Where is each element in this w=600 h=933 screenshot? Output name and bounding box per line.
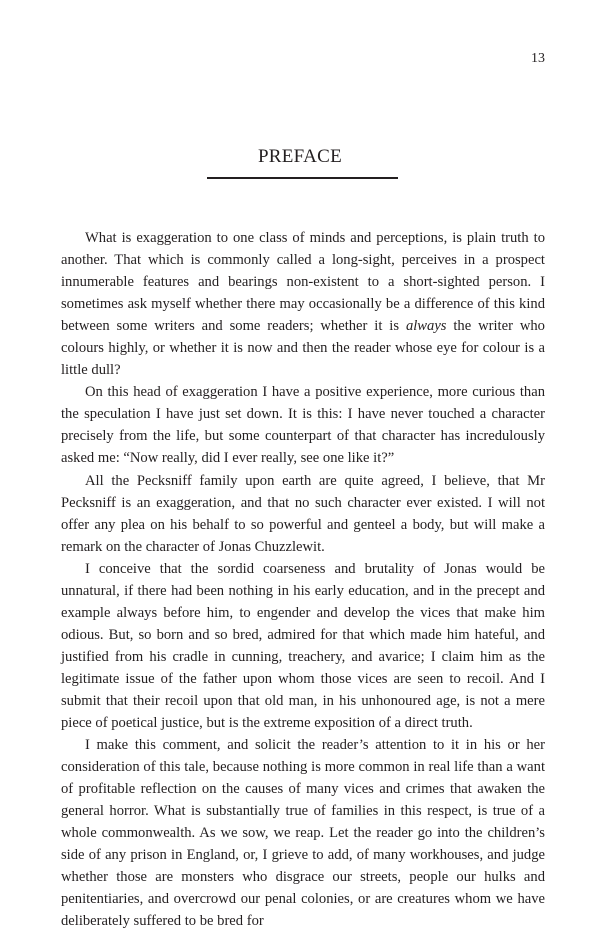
emphasis-text: always xyxy=(405,318,447,335)
paragraph-text: What is exaggeration to one class of minds and perceptions, is plain truth to another. That which is commonly called a long-sight, perceives in a prospect innumerable features and bearings non-existent to a short-sighted person. I sometimes ask myself whether there may occasionally be a difference of this kind between some writers and some readers; whether it is xyxy=(61,230,545,335)
paragraph-3 xyxy=(61,470,545,558)
chapter-title: PREFACE xyxy=(257,146,343,167)
paragraph-5 xyxy=(61,734,545,932)
paragraph-text: On this head of exaggeration I have a positive experience, more curious than the speculation I have just set down. It is this: I have never touched a character precisely from the life, but some counterpart of that character has incredulously asked me: “Now really, did I ever really, see one like it?” xyxy=(61,384,545,467)
paragraph-text: the writer who colours highly, or whether it is now and then the reader whose eye for colour is a little dull? xyxy=(61,318,545,379)
paragraph-text: I make this comment, and solicit the reader’s attention to it in his or her consideration of this tale, because nothing is more common in real life than a want of profitable reflection on the causes of many vices and crimes that awaken the general horror. What is substantially true of families in this respect, is true of a whole commonwealth. As we sow, we reap. Let the reader go into the children’s side of any prison in England, or, I grieve to add, of many workhouses, and judge whether those are monsters who disgrace our streets, people our hulks and penitentiaries, and overcrowd our penal colonies, or are creatures whom we have deliberately suffered to be bred for xyxy=(61,737,545,930)
paragraph-text: All the Pecksniff family upon earth are quite agreed, I believe, that Mr Pecksniff is an exaggeration, and that no such character ever existed. I will not offer any plea on his behalf to so powerful and genteel a body, but will make a remark on the character of Jonas Chuzzlewit. xyxy=(61,472,545,555)
paragraph-4 xyxy=(61,558,545,734)
paragraph-2 xyxy=(61,381,545,469)
paragraph-1 xyxy=(61,227,545,381)
paragraph-text: I conceive that the sordid coarseness and brutality of Jonas would be unnatural, if there had been nothing in his early education, and in the precept and example always before him, to engender and develop the vices that make him odious. But, so born and so bred, admired for that which made him hateful, and justified from his cradle in cunning, treachery, and avarice; I claim him as the legitimate issue of the father upon whom those vices are seen to recoil. And I submit that their recoil upon that old man, in his unhonoured age, is not a mere piece of poetical justice, but is the extreme exposition of a direct truth. xyxy=(61,560,545,732)
title-underline xyxy=(207,177,398,179)
page-number: 13 xyxy=(531,51,545,66)
body-text xyxy=(61,227,545,933)
